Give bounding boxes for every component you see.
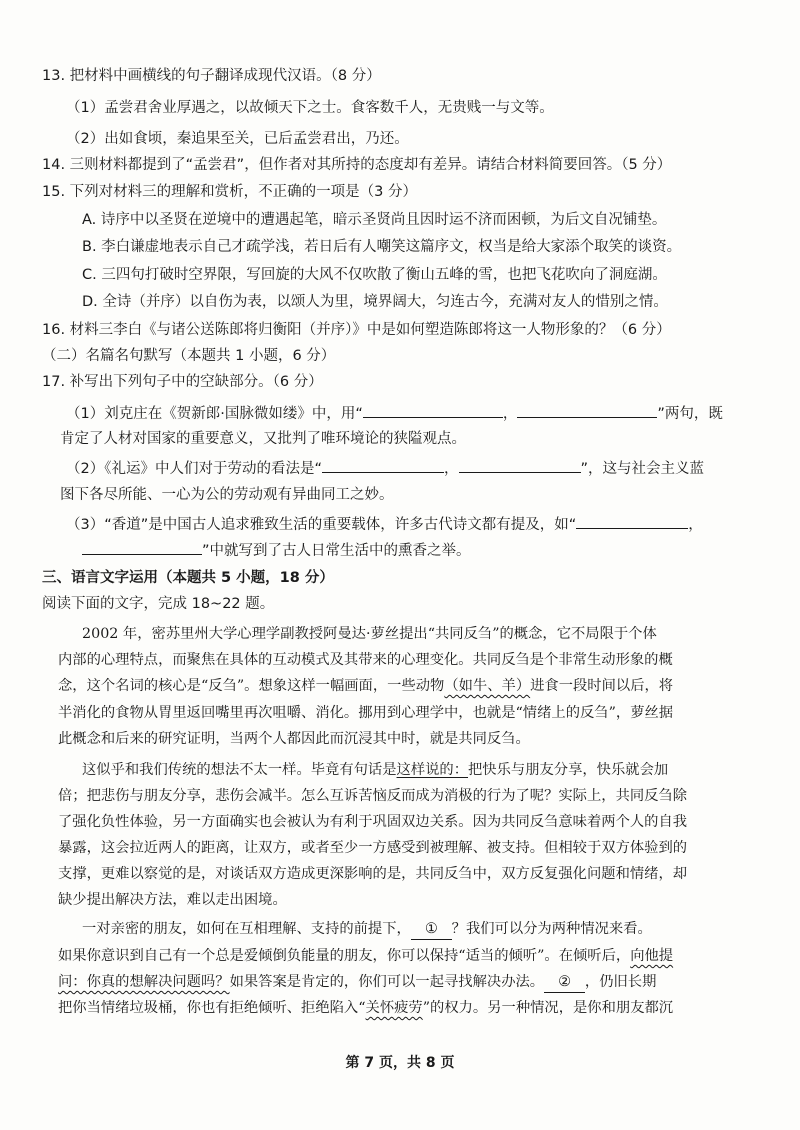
passage-line-15c: ”的权力。另一种情况，是你和朋友都沉 xyxy=(422,1000,674,1016)
passage-line-9: 暴露，这会拉近两人的距离，让双方，或者至少一方感受到被理解、被支持。但相较于双方体验到的 xyxy=(58,840,688,856)
q17-2-blank-2[interactable] xyxy=(459,458,581,473)
passage-line-13a: 如果你意识到自己有一个总是爱倾倒负能量的朋友，你可以保持“适当的倾听”。在倾听后， xyxy=(58,948,631,964)
passage-line-6c: 把快乐与朋友分享，快乐就会加 xyxy=(468,762,669,778)
passage-line-7: 倍；把悲伤与朋友分享，悲伤会减半。怎么互诉苦恼反而成为消极的行为了呢？实际上，共同反刍除 xyxy=(58,788,688,804)
passage-line-13 xyxy=(58,946,673,966)
q14-stem: 14. 三则材料都提到了“孟尝君”，但作者对其所持的态度却有差异。请结合材料简要回答。（5 分） xyxy=(42,157,672,173)
q17-item-1-line-2: 肯定了人材对国家的重要意义，又批判了唯环境论的狭隘观点。 xyxy=(60,431,466,447)
q13-stem: 13. 把材料中画横线的句子翻译成现代汉语。（8 分） xyxy=(42,68,381,84)
q17-item-3-line-1 xyxy=(66,514,703,535)
q17-3-text-c: ”中就写到了古人日常生活中的熏香之举。 xyxy=(202,543,471,559)
passage-line-5: 此概念和后来的研究证明，当两个人都因此而沉浸其中时，就是共同反刍。 xyxy=(58,731,530,747)
passage-line-3c: 进食一段时间以后，将 xyxy=(530,678,674,694)
passage-wavy-ask-him: 向他提 xyxy=(630,948,674,964)
passage-line-11: 缺少提出解决方法，难以走出困境。 xyxy=(58,892,287,908)
q17-item-1-line-1 xyxy=(66,403,723,424)
passage-line-12 xyxy=(82,919,652,940)
q17-stem: 17. 补写出下列句子中的空缺部分。（6 分） xyxy=(42,374,323,390)
passage-line-14b: 如果答案是肯定的，你们可以一起寻找解决办法。 xyxy=(229,974,545,990)
passage-line-14d: ，仍旧长期 xyxy=(584,974,657,990)
passage-line-1: 2002 年，密苏里州大学心理学副教授阿曼达·萝丝提出“共同反刍”的概念，它不局限于个体 xyxy=(82,626,657,642)
q17-3-blank-2[interactable] xyxy=(82,540,202,555)
passage-line-12c: ？我们可以分为两种情况来看。 xyxy=(451,921,652,937)
page-footer: 第 7 页，共 8 页 xyxy=(345,1055,455,1071)
q17-item-3-line-2 xyxy=(60,540,471,561)
q15-option-c: C. 三四句打破时空界限，写回旋的大风不仅吹散了衡山五峰的雪，也把飞花吹向了洞庭湖。 xyxy=(82,267,667,283)
passage-line-15a: 把你当情绪垃圾桶，你也有拒绝倾听、拒绝陷入“ xyxy=(58,1000,366,1016)
passage-line-8: 了强化负性体验，另一方面确实也会被认为有利于巩固双边关系。因为共同反刍意味着两个人的自我 xyxy=(58,814,688,830)
passage-line-2: 内部的心理特点，而聚焦在具体的互动模式及其带来的心理变化。共同反刍是个非常生动形象的概 xyxy=(58,652,673,668)
q17-1-text-c: ”两句，既 xyxy=(657,406,723,422)
q16-stem: 16. 材料三李白《与诸公送陈郎将归衡阳（并序）》中是如何塑造陈郎将这一人物形象的？（6 分） xyxy=(42,322,671,338)
q17-1-blank-1[interactable] xyxy=(363,403,503,418)
reading-intro: 阅读下面的文字，完成 18~22 题。 xyxy=(42,596,275,612)
section-2-heading: （二）名篇名句默写（本题共 1 小题，6 分） xyxy=(42,348,336,364)
q17-2-text-a: （2）《礼运》中人们对于劳动的看法是“ xyxy=(66,461,322,477)
passage-line-14 xyxy=(58,972,656,993)
q17-item-2-line-1 xyxy=(66,458,704,479)
passage-line-3 xyxy=(58,676,673,696)
passage-line-6 xyxy=(82,760,668,780)
q17-1-blank-2[interactable] xyxy=(517,403,657,418)
passage-line-4: 半消化的食物从胃里返回嘴里再次咀嚼、消化。挪用到心理学中，也就是“情绪上的反刍”，萝丝据 xyxy=(58,705,674,721)
q15-option-d: D. 全诗（并序）以自伤为表，以颂人为里，境界阔大，匀连古今，充满对友人的惜别之情。 xyxy=(82,294,668,310)
passage-line-10: 支撑，更难以察觉的是，对谈话双方造成更深影响的是，共同反刍中，双方反复强化问题和情绪，却 xyxy=(58,866,688,882)
passage-wavy-cows-sheep: （如牛、羊） xyxy=(444,678,531,694)
q15-option-a: A. 诗序中以圣贤在逆境中的遭遇起笔，暗示圣贤尚且因时运不济而困顿，为后文自况铺垫。 xyxy=(82,212,667,228)
passage-line-15 xyxy=(58,998,673,1018)
q17-3-text-b: ， xyxy=(688,517,703,533)
q17-item-2-line-2: 图下各尽所能、一心为公的劳动观有异曲同工之妙。 xyxy=(60,487,394,503)
passage-wavy-care-fatigue: 关怀疲劳 xyxy=(365,1000,423,1016)
q17-3-text-a: （3）“香道”是中国古人追求雅致生活的重要载体，许多古代诗文都有提及，如“ xyxy=(66,517,577,533)
blank-marker-2[interactable]: ② xyxy=(544,972,585,993)
q17-2-blank-1[interactable] xyxy=(322,458,444,473)
passage-line-3a: 念，这个名词的核心是“反刍”。想象这样一幅画面，一些动物 xyxy=(58,678,445,694)
q17-1-text-a: （1）刘克庄在《贺新郎·国脉微如缕》中，用“ xyxy=(66,406,363,422)
q17-2-text-b: ， xyxy=(444,461,459,477)
passage-line-12a: 一对亲密的朋友，如何在互相理解、支持的前提下， xyxy=(82,921,411,937)
q15-option-b: B. 李白谦虚地表示自己才疏学浅，若日后有人嘲笑这篇序文，权当是给大家添个取笑的谈资。 xyxy=(82,239,682,255)
q17-1-text-b: ， xyxy=(502,406,518,422)
q13-sentence-2: （2）出如食顷，秦追果至关，已后孟尝君出，乃还。 xyxy=(66,131,409,147)
q17-2-text-c: ”，这与社会主义蓝 xyxy=(580,461,705,477)
section-3-heading: 三、语言文字运用（本题共 5 小题，18 分） xyxy=(42,570,334,586)
passage-line-6a: 这似乎和我们传统的想法不太一样。毕竟有句话是 xyxy=(82,762,397,778)
passage-underlined-saying: 这样说的： xyxy=(396,762,469,778)
q15-stem: 15. 下列对材料三的理解和赏析，不正确的一项是（3 分） xyxy=(42,184,418,200)
q13-sentence-1: （1）孟尝君舍业厚遇之，以故倾天下之士。食客数千人，无贵贱一与文等。 xyxy=(66,100,554,116)
passage-wavy-question: 问：你真的想解决问题吗？ xyxy=(58,974,230,990)
q17-3-blank-1[interactable] xyxy=(576,514,688,529)
blank-marker-1[interactable]: ① xyxy=(411,919,452,940)
